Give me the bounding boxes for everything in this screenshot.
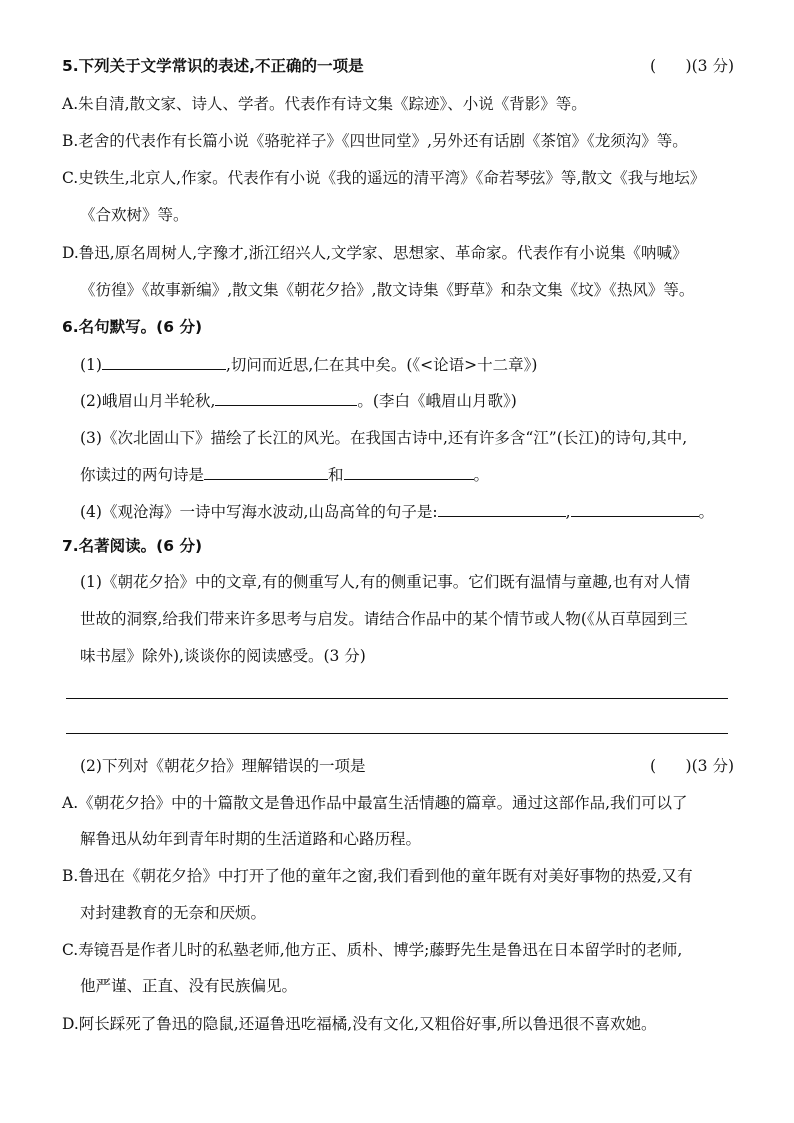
q6-item-3-line2 [80,463,734,485]
q7-part2-title: (2)下列对《朝花夕拾》理解错误的一项是 [80,757,366,775]
q5-option-a: A.朱自清,散文家、诗人、学者。代表作有诗文集《踪迹》、小说《背影》等。 [62,95,587,113]
q6-item-3-line1: (3)《次北固山下》描绘了长江的风光。在我国古诗中,还有许多含“江”(长江)的诗句,其中, [80,429,688,447]
q7-option-a-line1: A.《朝花夕拾》中的十篇散文是鲁迅作品中最富生活情趣的篇章。通过这部作品,我们可以了 [62,794,688,812]
q6-blank-3b[interactable] [344,463,474,480]
q6-blank-2[interactable] [215,389,357,406]
q7-part2-answer-score[interactable]: ( )(3 分) [649,757,734,775]
q6-blank-4b[interactable] [571,500,699,517]
q5-option-b: B.老舍的代表作有长篇小说《骆驼祥子》《四世同堂》,另外还有话剧《茶馆》《龙须沟》等。 [62,132,688,150]
q7-option-b-line1: B.鲁迅在《朝花夕拾》中打开了他的童年之窗,我们看到他的童年既有对美好事物的热爱,又有 [62,867,693,885]
q6-item-1 [80,353,734,375]
q5-title: 5.下列关于文学常识的表述,不正确的一项是 [62,57,364,75]
q7-part1-line2: 世故的洞察,给我们带来许多思考与启发。请结合作品中的某个情节或人物(《从百草园到三 [80,610,688,628]
q6-blank-4a[interactable] [438,500,566,517]
q5-option-c-line1: C.史铁生,北京人,作家。代表作有小说《我的遥远的清平湾》《命若琴弦》等,散文《我与地坛》 [62,169,706,187]
q5-option-c-line2: 《合欢树》等。 [80,206,189,224]
q6-blank-1[interactable] [102,353,226,370]
q6-item-3-and: 和 [328,466,344,484]
q7-option-a-line2: 解鲁迅从幼年到青年时期的生活道路和心路历程。 [80,830,422,848]
q7-title: 7.名著阅读。(6 分) [62,537,203,555]
q7-part1-line1: (1)《朝花夕拾》中的文章,有的侧重写人,有的侧重记事。它们既有温情与童趣,也有对人情 [80,573,691,591]
q7-answer-line-1[interactable] [66,698,728,699]
q6-item-4-end: 。 [698,503,715,521]
q6-item-1-number: (1) [80,356,102,374]
q7-option-c-line1: C.寿镜吾是作者儿时的私塾老师,他方正、质朴、博学;藤野先生是鲁迅在日本留学时的老师, [62,941,683,959]
q7-option-c-line2: 他严谨、正直、没有民族偏见。 [80,977,298,995]
q5-option-d-line1: D.鲁迅,原名周树人,字豫才,浙江绍兴人,文学家、思想家、革命家。代表作有小说集《呐喊》 [62,244,688,262]
q6-item-4-comma: , [565,503,571,521]
q6-blank-3a[interactable] [204,463,328,480]
q6-item-3-prompt: 你读过的两句诗是 [80,466,205,484]
q6-item-2-source: 。(李白《峨眉山月歌》) [357,392,517,410]
q6-item-1-text: ,切问而近思,仁在其中矣。(《<论语>十二章》) [225,356,538,374]
q6-item-4-prompt: (4)《观沧海》一诗中写海水波动,山岛高耸的句子是: [80,503,438,521]
q6-item-4 [80,500,734,522]
q7-option-d: D.阿长踩死了鲁迅的隐鼠,还逼鲁迅吃福橘,没有文化,又粗俗好事,所以鲁迅很不喜欢她。 [62,1015,657,1033]
q6-item-2 [80,389,734,411]
q5-option-d-line2: 《彷徨》《故事新编》,散文集《朝花夕拾》,散文诗集《野草》和杂文集《坟》《热风》等。 [80,281,695,299]
q6-item-3-end: 。 [473,466,490,484]
q6-title: 6.名句默写。(6 分) [62,318,203,336]
q6-item-2-text: (2)峨眉山月半轮秋, [80,392,216,410]
q7-answer-line-2[interactable] [66,733,728,734]
q7-part1-line3: 味书屋》除外),谈谈你的阅读感受。(3 分) [80,647,366,665]
q7-option-b-line2: 对封建教育的无奈和厌烦。 [80,904,267,922]
q5-answer-score[interactable]: ( )(3 分) [649,57,734,75]
